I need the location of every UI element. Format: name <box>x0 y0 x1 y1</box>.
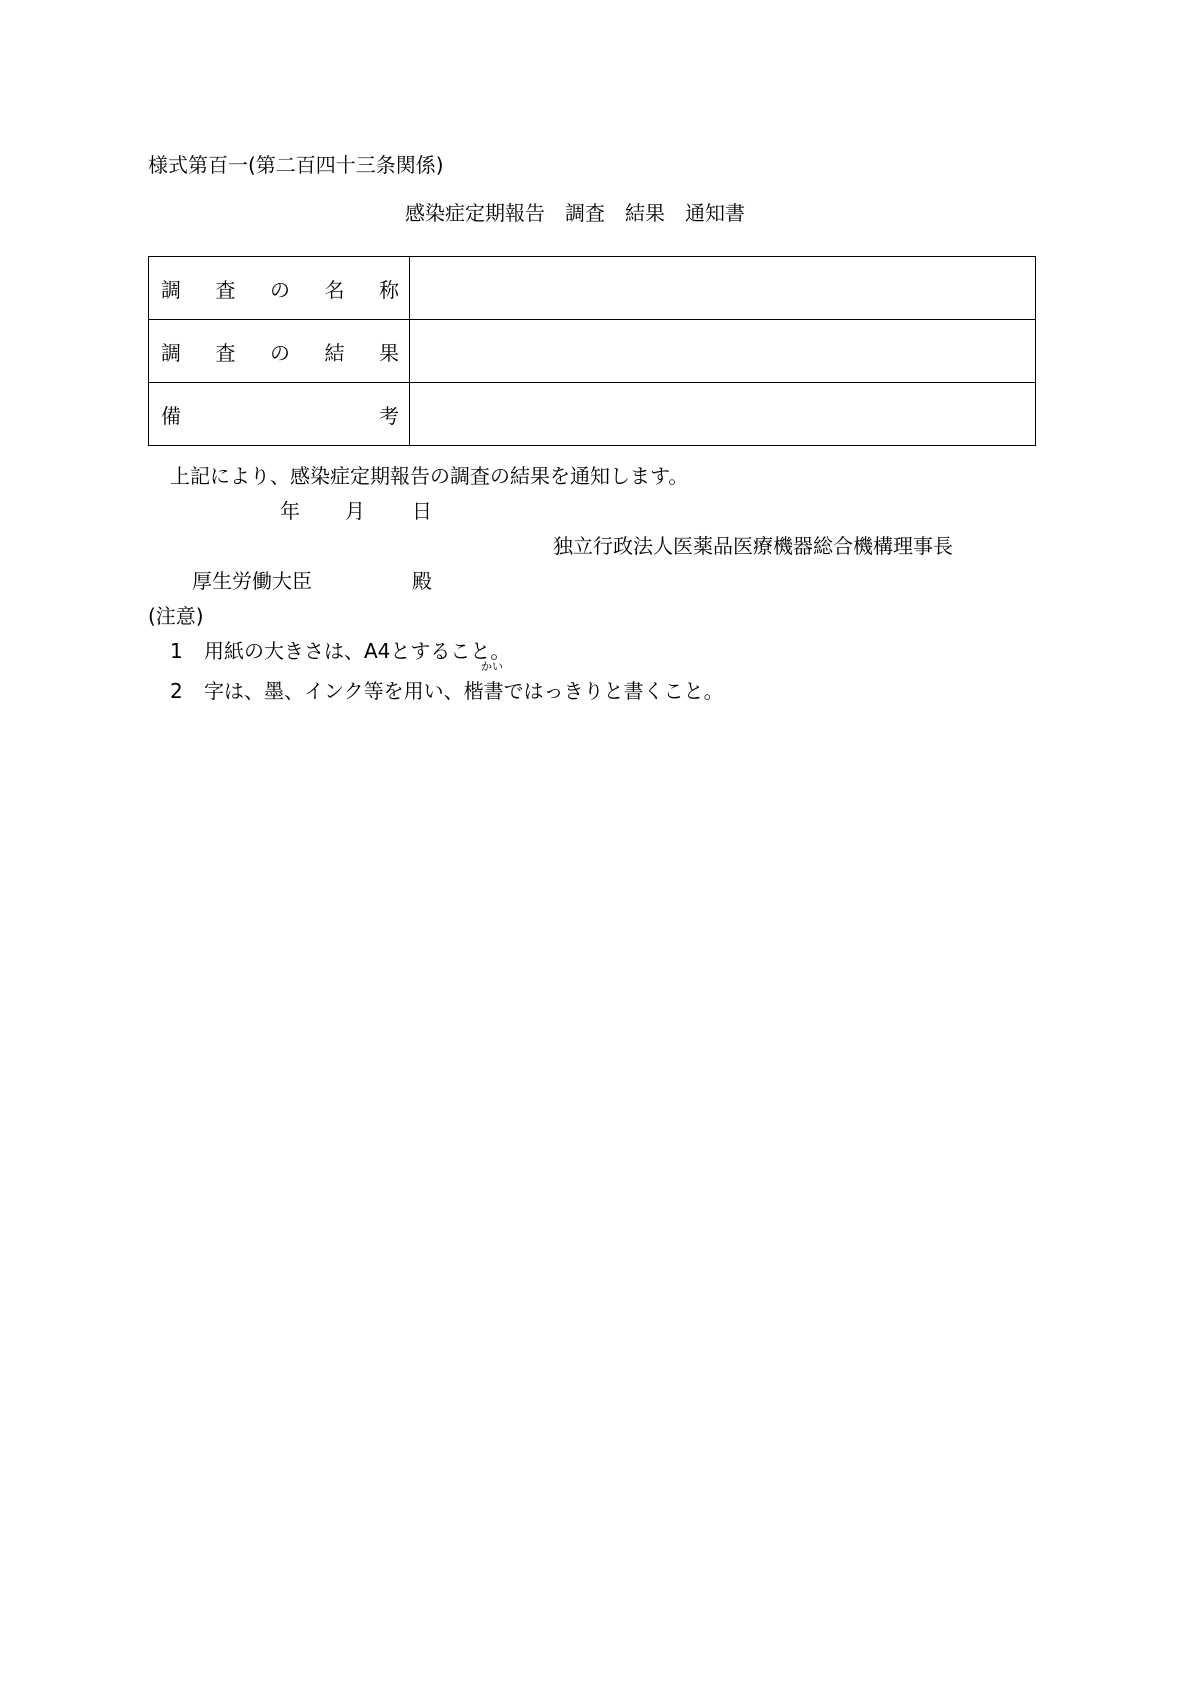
label-char: 調 <box>161 340 181 365</box>
sender: 独立行政法人医薬品医療機器総合機構理事長 <box>553 534 953 558</box>
form-number: 様式第百一(第二百四十三条関係) <box>148 153 444 177</box>
survey-name-label <box>149 257 410 320</box>
label-char: 備 <box>161 403 181 428</box>
date-month: 月 <box>345 499 365 523</box>
survey-result-label <box>149 320 410 383</box>
survey-table <box>148 256 1036 446</box>
note-number: 2 <box>170 679 183 703</box>
recipient: 厚生労働大臣 <box>192 569 312 593</box>
statement: 上記により、感染症定期報告の調査の結果を通知します。 <box>170 464 689 488</box>
label-char: の <box>270 340 290 365</box>
date-year: 年 <box>280 499 300 523</box>
label-char: 名 <box>324 277 345 302</box>
table-row <box>149 257 1036 320</box>
ruby-reading: かい <box>481 660 503 673</box>
note-text: 用紙の大きさは、A4とすること。 <box>204 639 511 663</box>
label-char: 査 <box>215 340 236 365</box>
label-char: 考 <box>379 403 399 428</box>
survey-result-field[interactable] <box>410 320 1036 383</box>
note-text: 字は、墨、インク等を用い、楷書ではっきりと書くこと。 <box>204 679 724 703</box>
label-char: 果 <box>379 340 399 365</box>
document-title: 感染症定期報告 調査 結果 通知書 <box>405 201 745 225</box>
remarks-field[interactable] <box>410 383 1036 446</box>
remarks-label <box>149 383 410 446</box>
label-char: 調 <box>161 277 181 302</box>
label-char: 称 <box>379 277 399 302</box>
table-row <box>149 383 1036 446</box>
date-day: 日 <box>412 499 432 523</box>
label-char: 査 <box>215 277 236 302</box>
table-row <box>149 320 1036 383</box>
notes-heading: (注意) <box>148 604 204 628</box>
label-char: の <box>270 277 290 302</box>
label-char: 結 <box>324 340 345 365</box>
note-number: 1 <box>170 639 183 663</box>
honorific: 殿 <box>412 569 432 593</box>
survey-name-field[interactable] <box>410 257 1036 320</box>
